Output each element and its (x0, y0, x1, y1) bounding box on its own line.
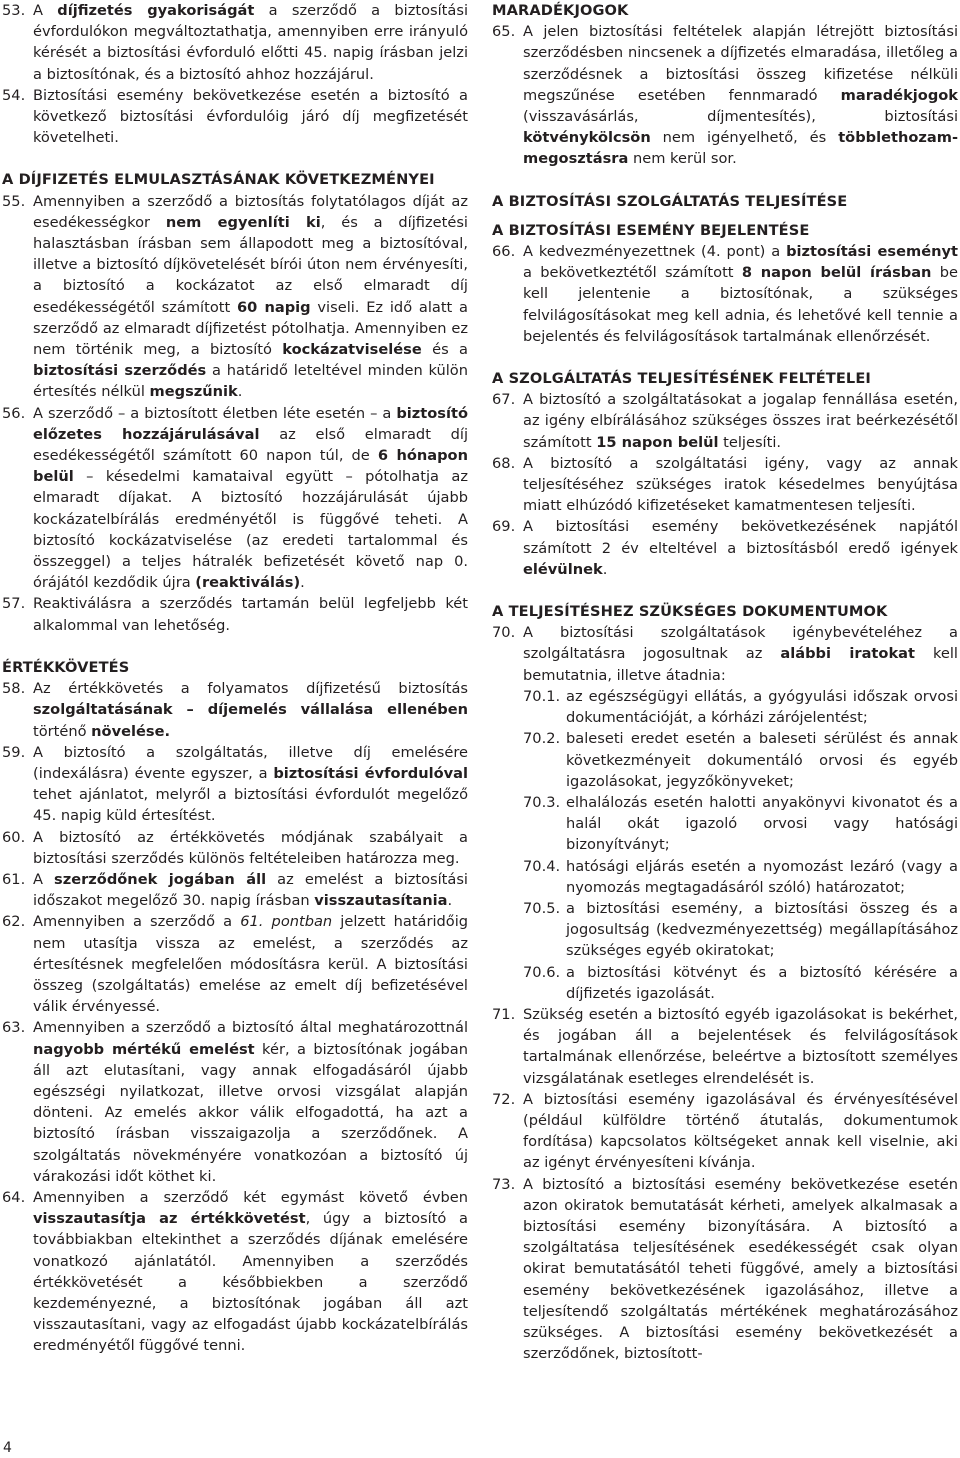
clause-text: Amennyiben a szerződő a biztosító által meghatározottnál (33, 1019, 468, 1037)
clause-text: és a (421, 341, 468, 359)
heading-fulfilment-conditions: A SZOLGÁLTATÁS TELJESÍTÉSÉNEK FELTÉTELEI (492, 370, 871, 388)
clause-text: . (237, 383, 243, 401)
clause-text: . (602, 560, 608, 578)
clause-number: 63. (2, 1019, 26, 1037)
subclause-70-2 (492, 728, 958, 792)
clause-text: tehet ajánlatot, melyről a biztosítási évfordulót megelőző 45. napig küld értesítést. (33, 786, 468, 825)
heading-residual-rights: MARADÉKJOGOK (492, 2, 629, 19)
clause-emphasis: biztosítási szerződés (33, 362, 207, 380)
subclause-70-1 (492, 686, 958, 728)
clause-71 (492, 1004, 958, 1089)
clause-72 (492, 1089, 958, 1174)
clause-text: A biztosító a biztosítási esemény bekövetkezése esetén azon okiratok bemutatását kérheti, amelyek alkalmasak a biztosítási esemény bizonyítására. A biztosító a szolgáltatása teljesítésének esedékességét csak olyan okirat bemutatásától teheti függővé, amely a biztosítási esemény bekövetkezésének igazolásához, illetve a teljesítendő szolgáltatás mértékének meghatározásához szükséges. A biztosítási esemény bekövetkezését a szerződőnek, biztosított- (523, 1175, 958, 1363)
clause-text: jelzett határidőig nem utasítja vissza az emelést, a szerződés az értesítésnek megfelelően módosításra kerül. A biztosítási összeg (szolgáltatás) emelése az emelt díj befizetésével válik érvényessé. (33, 913, 469, 1016)
clause-64 (2, 1187, 468, 1357)
clause-emphasis: kockázatviselése (282, 341, 422, 359)
clause-emphasis: szolgáltatásának – díjemelés vállalása ellenében (33, 701, 468, 719)
clause-number: 66. (492, 243, 516, 261)
clause-number: 68. (492, 454, 516, 472)
clause-text: A biztosítási esemény bekövetkezésének napjától számított 2 év elteltével a biztosításból eredő igények (523, 518, 958, 557)
clause-63 (2, 1017, 468, 1187)
clause-emphasis: megszűnik (149, 383, 238, 401)
subclause-number: 70.4. (523, 857, 561, 875)
clause-number: 61. (2, 870, 26, 888)
clause-55 (2, 191, 468, 403)
clause-56 (2, 403, 468, 594)
subclause-70-5 (492, 898, 958, 962)
clause-text: be kell jelentenie a biztosítónak, a szükséges felvilágosításokat meg kell adnia, és lehetővé kell tennie a bejelentés és felvilágosítások tartalmának ellenőrzését. (523, 264, 958, 345)
clause-text: A biztosító a szolgáltatási igény, vagy az annak teljesítéséhez szükséges iratok késedelmes benyújtása miatt elhúzódó kifizetéseket kamatmentesen teljesíti. (523, 454, 958, 515)
clause-number: 55. (2, 192, 26, 210)
clause-emphasis: 60 napig (236, 298, 311, 316)
subclause-70-6 (492, 962, 958, 1004)
clause-text: kell bemutatnia, illetve átadnia: (523, 645, 958, 684)
clause-text: teljesíti. (718, 433, 782, 451)
clause-emphasis: növelése. (91, 722, 171, 740)
clause-text: hatósági eljárás esetén a nyomozást lezáró (vagy a nyomozás megtagadásáról szóló) határozatot; (566, 857, 958, 896)
clause-number: 64. (2, 1188, 26, 1206)
heading-payment-default: A DÍJFIZETÉS ELMULASZTÁSÁNAK KÖVETKEZMÉNYEI (2, 171, 435, 189)
clause-text: Biztosítási esemény bekövetkezése esetén a biztosító a következő biztosítási évfordulóig járó díj megfizetését követelheti. (33, 86, 468, 147)
clause-number: 67. (492, 391, 516, 409)
subclause-number: 70.1. (523, 687, 561, 705)
clause-69 (492, 516, 958, 580)
clause-emphasis: (reaktiválás) (195, 574, 301, 592)
clause-number: 59. (2, 743, 26, 761)
clause-emphasis: biztosító előzetes hozzájárulásával (33, 404, 468, 443)
clause-number: 57. (2, 595, 26, 613)
clause-emphasis: visszautasítania (314, 892, 448, 910)
clause-number: 70. (492, 624, 516, 642)
clause-emphasis: 8 napon belül írásban (741, 264, 932, 282)
clause-text: nem igényelhető, és (650, 129, 839, 147)
clause-text: Az értékkövetés a folyamatos díjfizetésű biztosítás (33, 680, 468, 698)
clause-italic-reference: 61. pontban (240, 913, 333, 931)
clause-number: 62. (2, 913, 26, 931)
clause-text: A (33, 870, 55, 888)
clause-text: a bekövetkeztétől számított (523, 264, 742, 282)
subclause-number: 70.2. (523, 730, 561, 748)
clause-emphasis: maradékjogok (840, 86, 958, 104)
clause-text: történő (33, 722, 92, 740)
clause-text: a szerződő a biztosítási évfordulókon megváltoztathatja, amennyiben erre irányuló kérését a biztosítási évforduló előtti 45. napig írásban jelzi a biztosítónak, és a biztosító ahhoz hozzájárul. (33, 2, 468, 83)
page-number: 4 (3, 1440, 12, 1456)
heading-event-reporting: A BIZTOSÍTÁSI ESEMÉNY BEJELENTÉSE (492, 221, 810, 239)
clause-emphasis: nem egyenlíti ki (165, 213, 321, 231)
clause-text: Amennyiben a szerződő a (33, 913, 241, 931)
clause-number: 53. (2, 2, 26, 19)
clause-text: A biztosítási szolgáltatások igénybevételéhez a szolgáltatásra jogosultnak az (523, 624, 958, 663)
clause-70 (492, 622, 958, 686)
clause-text: . (300, 574, 305, 592)
clause-text: A biztosító a szolgáltatásokat a jogalap fennállása esetén, az igény elbírálásához szükséges összes irat beérkezésétől számított (523, 391, 958, 451)
clause-text: a biztosítási kötvényt és a biztosító kérésére a díjfizetés igazolását. (566, 963, 958, 1002)
clause-text: nem kerül sor. (628, 150, 737, 168)
clause-58 (2, 678, 468, 742)
clause-text: Amennyiben a szerződő két egymást követő évben (33, 1188, 468, 1206)
clause-text: Amennyiben a szerződő a biztosítás folytatólagos díját az esedékességkor (33, 192, 468, 231)
clause-text: , úgy a biztosító a továbbiakban eltekinthet a szerződés díjának emelésére vonatkozó ajánlatától. Amennyiben a szerződés értékkövetését a későbbiekben a szerződő kezdeményezné, a biztosítónak jogában áll azt visszautasítani, vagy az elfogadást újabb kockázatelbírálás eredményétől függővé tenni. (33, 1210, 468, 1355)
clause-emphasis: alábbi iratokat (780, 645, 915, 663)
clause-57 (2, 593, 468, 635)
subclause-number: 70.3. (523, 793, 561, 811)
clause-text: A biztosító az értékkövetés módjának szabályait a biztosítási szerződés különös feltételeiben határozza meg. (33, 828, 468, 867)
left-column (2, 0, 468, 1357)
clause-number: 56. (2, 404, 26, 422)
clause-text: A kedvezményezettnek (4. pont) a (523, 243, 787, 261)
clause-68 (492, 453, 958, 517)
subclause-number: 70.5. (523, 899, 561, 917)
clause-number: 58. (2, 680, 26, 698)
right-column (492, 0, 958, 1364)
clause-text: az első elmaradt díj esedékességétől számított 60 napon túl, de (33, 425, 469, 465)
clause-text: a határidő leteltével minden külön értesítés nélkül (33, 362, 468, 401)
clause-53 (2, 0, 468, 85)
clause-text: A szerződő – a biztosított életben léte esetén – a (33, 404, 397, 422)
clause-text: elhalálozás esetén halotti anyakönyvi kivonatot és a halál okát igazoló orvosi vagy hatósági bizonyítványt; (566, 793, 958, 854)
clause-text: az egészségügyi ellátás, a gyógyulási időszak orvosi dokumentációját, a kórházi zárójelentést; (566, 687, 958, 727)
clause-emphasis: nagyobb mértékű emelést (33, 1040, 255, 1058)
clause-59 (2, 742, 468, 827)
clause-text: , és a díjfizetési halasztásban írásban sem állapodott meg a biztosítóval, illetve a biztosító díjkövetelését bírói úton nem érvényesíti, a biztosító a kockázatot az első elmaradt díj esedékességétől számított (33, 213, 468, 316)
clause-number: 73. (492, 1175, 516, 1193)
heading-value-tracking: ÉRTÉKKÖVETÉS (2, 658, 130, 676)
clause-65 (492, 21, 958, 169)
clause-text: Szükség esetén a biztosító egyéb igazolásokat is bekérhet, és jogában áll a bejelentések és felvilágosítások tartalmának ellenőrzése, beleértve a biztosított személyes vizsgálatának esetleges elrendelését is. (523, 1005, 958, 1087)
clause-text: az emelést a biztosítási időszakot megelőző 30. napig írásban (33, 870, 468, 910)
clause-emphasis: szerződőnek jogában áll (54, 870, 267, 888)
clause-emphasis: kötvénykölcsön (523, 129, 651, 147)
clause-emphasis: díjfizetés gyakoriságát (57, 2, 255, 19)
clause-emphasis: 15 napon belül (596, 433, 719, 451)
clause-60 (2, 827, 468, 869)
clause-number: 72. (492, 1090, 516, 1108)
clause-61 (2, 869, 468, 911)
clause-number: 69. (492, 518, 516, 536)
subclause-70-4 (492, 856, 958, 898)
clause-73 (492, 1174, 958, 1365)
clause-text: – késedelmi kamataival együtt – pótolhatja az elmaradt díjakat. A biztosító hozzájárulását újabb kockázatelbírálás eredményétől is függővé teheti. A biztosító kockázatviselése (az eredeti tartalommal és összeggel) a teljes hátralék befizetését követő nap 0. órájától kezdődik újra (33, 468, 468, 592)
clause-text: A biztosító a szolgáltatás, illetve díj emelésére (indexálásra) évente egyszer, a (33, 743, 468, 782)
clause-emphasis: elévülnek (523, 560, 603, 578)
clause-emphasis: 6 hónapon belül (33, 447, 468, 486)
clause-number: 60. (2, 828, 26, 846)
clause-66 (492, 241, 958, 347)
clause-text: a biztosítási esemény, a biztosítási összeg és a jogosultság (kedvezményezettség) megállapításához szükséges egyéb okiratokat; (566, 899, 958, 960)
clause-text: A jelen biztosítási feltételek alapján létrejött biztosítási szerződésben nincsenek a díjfizetés elmaradása, illetőleg a szerződésnek a biztosítási összeg kifizetése nélküli megszűnése esetében fennmaradó (523, 23, 958, 104)
clause-text: viseli. Ez idő alatt a szerződő az elmaradt díjfizetést pótolhatja. Amennyiben ez nem történik meg, a biztosító (33, 298, 468, 359)
clause-number: 65. (492, 23, 516, 41)
clause-54 (2, 85, 468, 149)
clause-text: A (33, 2, 58, 19)
subclause-70-3 (492, 792, 958, 856)
clause-text: baleseti eredet esetén a baleseti sérülést és annak következményeit dokumentáló orvosi és egyéb igazolásokat, jegyzőkönyveket; (566, 730, 958, 790)
clause-text: . (447, 892, 453, 910)
clause-67 (492, 389, 958, 453)
heading-required-documents: A TELJESÍTÉSHEZ SZÜKSÉGES DOKUMENTUMOK (492, 603, 888, 621)
clause-62 (2, 911, 468, 1017)
clause-number: 54. (2, 86, 26, 104)
clause-text: (visszavásárlás, díjmentesítés), biztosítási (523, 108, 958, 126)
clause-number: 71. (492, 1005, 516, 1023)
clause-text: A biztosítási esemény igazolásával és érvényesítésével (például külföldre történő átutalás, dokumentumok fordítása) kapcsolatos költségeket annak kell viselnie, aki az igényt érvényesíteni kívánja. (523, 1090, 958, 1172)
clause-text: kér, a biztosítónak jogában áll azt elutasítani, vagy annak elfogadásáról újabb egészségi nyilatkozat, illetve orvosi vizsgálat alapján dönteni. Az emelés akkor válik elfogadottá, ha azt a biztosító írásban visszaigazolja a szerződőnek. A szolgáltatás növekményére vonatkozóan a biztosító új várakozási időt köthet ki. (33, 1040, 468, 1185)
clause-emphasis: biztosítási eseményt (786, 243, 958, 261)
subclause-number: 70.6. (523, 963, 561, 981)
heading-service-fulfilment: A BIZTOSÍTÁSI SZOLGÁLTATÁS TELJESÍTÉSE (492, 192, 848, 210)
clause-emphasis: biztosítási évfordulóval (273, 764, 468, 782)
clause-text: Reaktiválásra a szerződés tartamán belül legfeljebb két alkalommal van lehetőség. (33, 595, 468, 634)
clause-emphasis: visszautasítja az értékkövetést (33, 1210, 306, 1228)
clause-emphasis: többlethozam-megosztásra (523, 129, 958, 168)
